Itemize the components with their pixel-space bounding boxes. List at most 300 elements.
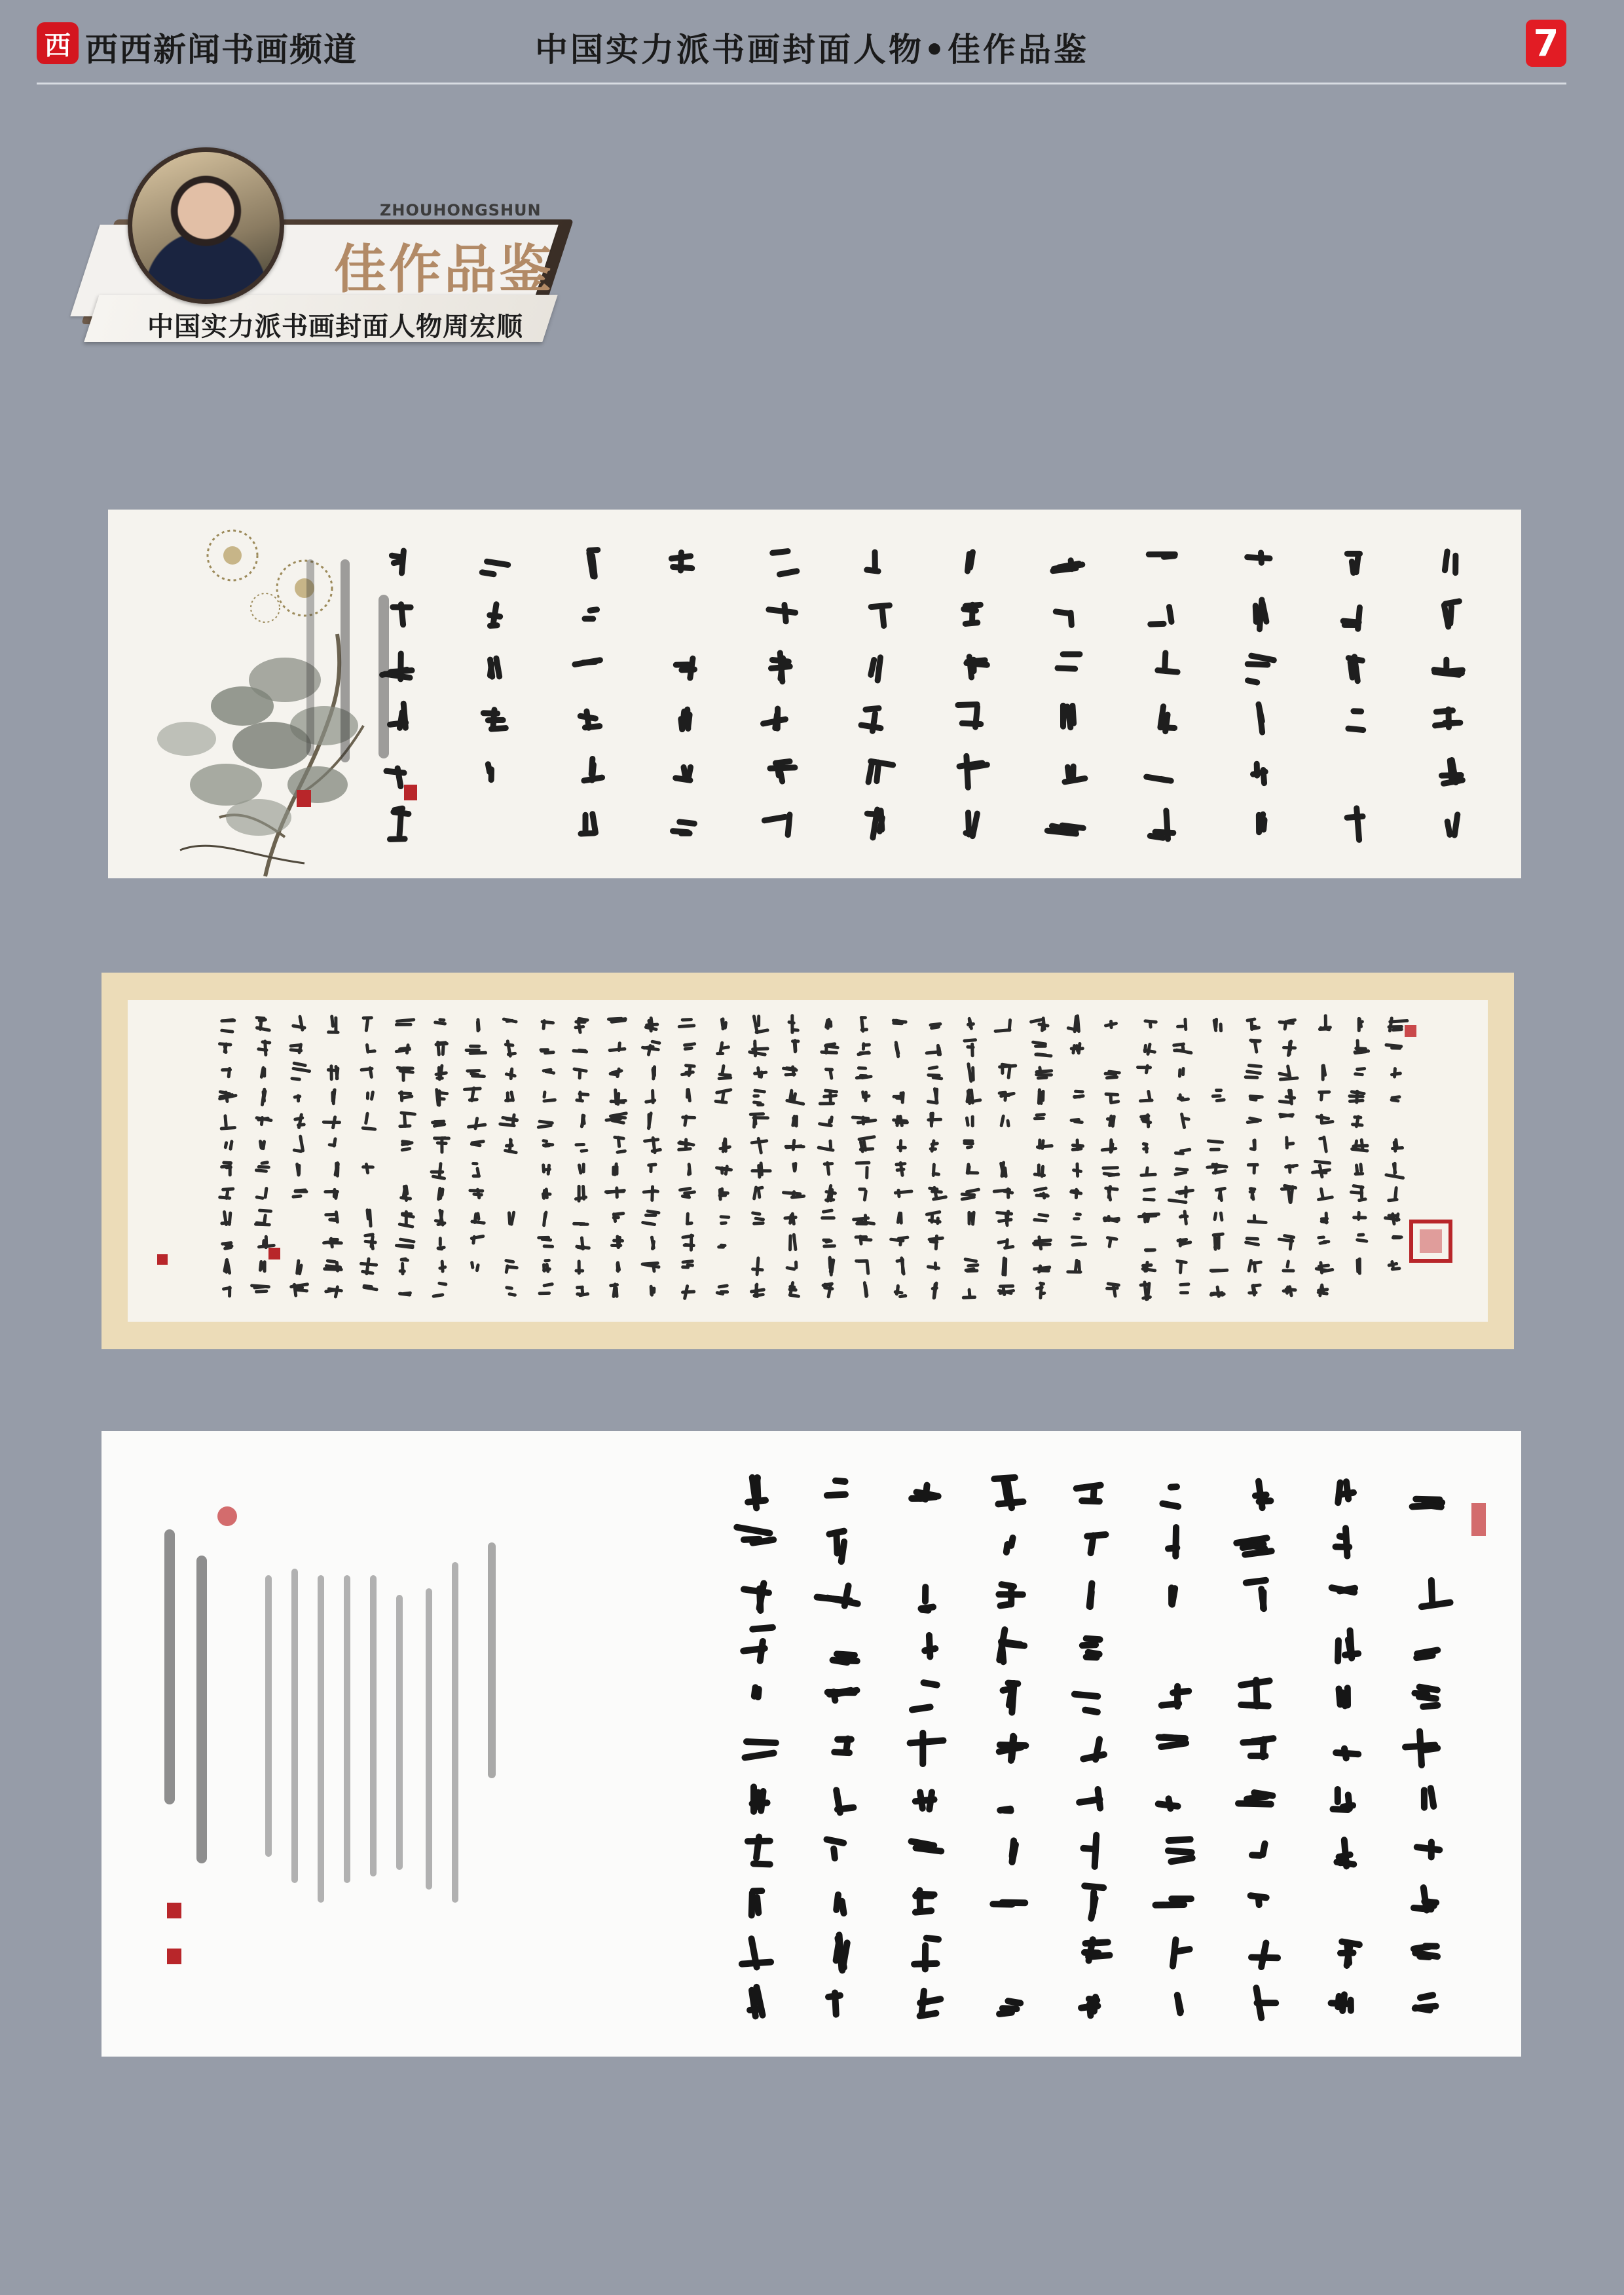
- ink-stroke: [934, 1235, 938, 1251]
- ink-stroke: [1070, 1047, 1084, 1050]
- ink-stroke: [1005, 1679, 1021, 1687]
- ink-stroke: [1244, 1241, 1261, 1246]
- ink-stroke: [684, 706, 691, 732]
- ink-stroke: [259, 1260, 263, 1272]
- ink-stroke: [1421, 1787, 1428, 1811]
- ink-stroke: [1344, 1685, 1351, 1708]
- seal-stamp-icon: [297, 790, 311, 807]
- ink-stroke: [681, 1290, 695, 1294]
- calligraphy-column: [960, 1017, 982, 1299]
- seal-stamp-icon: [167, 1903, 181, 1918]
- ink-stroke: [438, 1018, 445, 1022]
- ink-stroke: [965, 1187, 981, 1193]
- calligraphy-column: [748, 1015, 772, 1298]
- ink-stroke: [1447, 603, 1454, 626]
- ink-stroke: [963, 829, 976, 836]
- calligraphy-column: [989, 1474, 1029, 2018]
- ink-stroke: [293, 1094, 301, 1099]
- calligraphy-column: [1244, 1017, 1268, 1297]
- ink-stroke: [471, 1162, 479, 1166]
- ink-stroke: [748, 1050, 767, 1056]
- ink-stroke: [578, 1069, 581, 1079]
- ink-stroke: [1168, 1584, 1175, 1607]
- ink-stroke: [260, 1161, 269, 1165]
- ink-stroke: [586, 547, 600, 553]
- ink-stroke: [1039, 1284, 1043, 1299]
- ink-stroke: [823, 1836, 847, 1847]
- ink-stroke: [1323, 1240, 1331, 1243]
- ink-stroke: [720, 1221, 728, 1225]
- calligraphy-work-2[interactable]: [101, 973, 1514, 1349]
- ink-stroke: [401, 1262, 405, 1276]
- ink-stroke: [1173, 1170, 1187, 1176]
- ink-stroke: [263, 1260, 267, 1273]
- calligraphy-column: [572, 547, 606, 837]
- ink-stroke: [741, 1749, 778, 1761]
- ink-stroke: [790, 1014, 794, 1034]
- ink-stroke: [1213, 1211, 1217, 1221]
- ink-stroke: [1235, 1800, 1274, 1807]
- ink-stroke: [1082, 1939, 1111, 1947]
- ink-stroke: [686, 1212, 690, 1225]
- profile-banner: [79, 141, 576, 357]
- ink-stroke: [1054, 665, 1078, 671]
- ink-stroke: [1418, 1599, 1454, 1611]
- calligraphy-column: [640, 1017, 662, 1297]
- calligraphy-column: [1100, 1020, 1121, 1298]
- ink-stroke: [717, 1245, 725, 1248]
- ink-stroke: [401, 1212, 413, 1216]
- ink-stroke: [775, 705, 781, 731]
- channel-logo-icon[interactable]: 西: [37, 22, 79, 64]
- ink-stroke: [1247, 1064, 1263, 1068]
- ink-stroke: [575, 1098, 584, 1103]
- ink-stroke: [928, 1218, 942, 1223]
- ink-stroke: [718, 1072, 731, 1077]
- ink-stroke: [572, 657, 604, 668]
- ink-stroke: [1356, 1067, 1366, 1071]
- ink-stroke: [999, 1284, 1014, 1288]
- ink-stroke: [396, 1018, 416, 1023]
- ink-stroke: [293, 1189, 308, 1193]
- ink-stroke: [370, 1091, 375, 1101]
- ink-stroke: [678, 666, 697, 673]
- ink-stroke: [1075, 1212, 1082, 1216]
- calligraphy-column: [1066, 1014, 1087, 1273]
- calligraphy-column: [572, 1017, 591, 1297]
- ink-stroke: [578, 1185, 581, 1203]
- ink-stroke: [1248, 1954, 1281, 1961]
- ink-stroke: [833, 1529, 841, 1557]
- ink-stroke: [1070, 764, 1077, 781]
- ink-stroke: [1354, 805, 1363, 843]
- ink-stroke: [749, 1112, 765, 1116]
- ink-stroke: [366, 1091, 369, 1100]
- ink-stroke: [1109, 1020, 1113, 1030]
- ink-stroke: [1214, 1018, 1218, 1030]
- ink-stroke: [1211, 1232, 1225, 1237]
- ink-stroke: [1209, 1148, 1221, 1151]
- ink-stroke: [822, 1208, 834, 1214]
- ink-stroke: [756, 1585, 764, 1614]
- ink-stroke: [574, 1143, 585, 1147]
- ink-stroke: [1357, 1211, 1361, 1221]
- ink-stroke: [750, 1169, 771, 1172]
- ink-stroke: [578, 1259, 581, 1275]
- ink-stroke: [768, 663, 794, 672]
- ink-stroke: [865, 1166, 868, 1179]
- ink-stroke: [291, 1194, 303, 1199]
- calligraphy-work-1[interactable]: [108, 510, 1521, 878]
- calligraphy-column: [289, 1015, 311, 1297]
- ink-stroke: [505, 1286, 513, 1290]
- ink-stroke: [292, 1061, 307, 1067]
- ink-stroke: [1035, 1069, 1053, 1073]
- calligraphy-column: [604, 1017, 628, 1298]
- calligraphy-column: [889, 1018, 913, 1298]
- ink-stroke: [324, 1213, 338, 1216]
- ink-stroke: [1082, 1635, 1103, 1643]
- calligraphy-column: [430, 1018, 451, 1298]
- ink-stroke: [471, 1074, 486, 1078]
- ink-stroke: [927, 1065, 938, 1070]
- ink-stroke: [920, 1679, 941, 1689]
- calligraphy-column: [1044, 557, 1088, 837]
- ink-stroke: [930, 1139, 936, 1153]
- ink-stroke: [1168, 1199, 1188, 1204]
- ink-stroke: [265, 1235, 268, 1248]
- ink-stroke: [967, 1211, 970, 1225]
- ink-stroke: [831, 1749, 853, 1756]
- ink-stroke: [1350, 708, 1364, 715]
- ink-stroke: [681, 1018, 693, 1022]
- ink-stroke: [1145, 1064, 1150, 1074]
- ink-stroke: [971, 1115, 974, 1128]
- ink-stroke: [967, 1263, 980, 1268]
- calligraphy-column: [1278, 1018, 1299, 1297]
- ink-stroke: [963, 1038, 977, 1043]
- ink-stroke: [1071, 1147, 1082, 1151]
- ink-stroke: [963, 1258, 978, 1263]
- calligraphy-column: [1402, 1496, 1454, 2014]
- ink-stroke: [1006, 1119, 1010, 1127]
- ink-stroke: [1335, 1479, 1344, 1506]
- ink-stroke: [970, 1043, 974, 1058]
- ink-stroke: [862, 705, 882, 713]
- ink-stroke: [966, 1145, 974, 1149]
- ink-stroke: [298, 1015, 304, 1032]
- seal-stamp-icon: [268, 1248, 280, 1259]
- calligraphy-column: [993, 1018, 1018, 1296]
- ink-stroke: [1033, 1186, 1048, 1192]
- ink-stroke: [255, 1290, 268, 1294]
- ink-stroke: [220, 1126, 237, 1130]
- ink-stroke: [745, 1838, 773, 1845]
- ink-stroke: [485, 717, 506, 723]
- ink-stroke: [752, 1116, 769, 1119]
- ink-stroke: [612, 1166, 615, 1176]
- ink-stroke: [1104, 1092, 1119, 1096]
- ink-stroke: [851, 1115, 870, 1120]
- ink-stroke: [926, 1632, 934, 1660]
- ink-stroke: [892, 1118, 908, 1123]
- ink-stroke: [504, 1043, 515, 1047]
- ink-stroke: [1412, 1496, 1443, 1503]
- ink-stroke: [872, 549, 877, 572]
- ink-stroke: [400, 1147, 411, 1152]
- ink-stroke: [1070, 1189, 1079, 1193]
- ink-stroke: [1355, 1090, 1359, 1104]
- ink-stroke: [255, 1195, 265, 1200]
- ink-stroke: [1416, 1953, 1433, 1961]
- ink-stroke: [821, 1216, 836, 1220]
- ink-stroke: [583, 812, 589, 836]
- ink-stroke: [1387, 1214, 1399, 1218]
- ink-stroke: [489, 766, 495, 783]
- ink-stroke: [998, 1580, 1018, 1590]
- ink-stroke: [1242, 1577, 1269, 1586]
- ink-stroke: [963, 1142, 974, 1146]
- ink-stroke: [999, 2005, 1020, 2012]
- work-1-artwork: [108, 510, 1521, 878]
- ink-stroke: [1244, 677, 1261, 686]
- ink-stroke: [784, 1145, 805, 1148]
- ink-stroke: [894, 1189, 913, 1195]
- calligraphy-column: [1136, 1019, 1160, 1301]
- ink-stroke: [828, 1139, 832, 1149]
- ink-stroke: [1322, 1135, 1328, 1153]
- ink-stroke: [1219, 1022, 1223, 1032]
- channel-brand[interactable]: 西西新闻书画频道: [85, 30, 358, 69]
- ink-stroke: [502, 1017, 518, 1024]
- ink-stroke: [644, 1214, 657, 1217]
- ink-stroke: [1143, 1187, 1156, 1192]
- ink-stroke: [1071, 1690, 1101, 1700]
- ink-stroke: [678, 830, 693, 836]
- ink-stroke: [829, 1115, 834, 1124]
- ink-stroke: [261, 1040, 271, 1045]
- ink-stroke: [911, 1960, 940, 1968]
- ink-stroke: [1329, 1806, 1351, 1813]
- ink-stroke: [784, 1072, 796, 1076]
- ink-stroke: [574, 1025, 585, 1030]
- ink-stroke: [322, 1121, 341, 1125]
- ink-stroke: [364, 1111, 369, 1125]
- ink-stroke: [999, 1114, 1005, 1127]
- seal-stamp-icon: [1405, 1025, 1416, 1037]
- ink-stroke: [1090, 1889, 1098, 1916]
- ink-stroke: [1443, 657, 1449, 676]
- ink-stroke: [1109, 1138, 1113, 1154]
- ink-stroke: [1168, 1895, 1194, 1902]
- ink-stroke: [745, 1497, 769, 1506]
- ink-stroke: [329, 1064, 333, 1081]
- ink-stroke: [1335, 1637, 1342, 1665]
- ink-stroke: [1254, 761, 1261, 779]
- ink-stroke: [441, 1045, 445, 1056]
- ink-stroke: [676, 819, 698, 827]
- ink-stroke: [1345, 725, 1367, 733]
- calligraphy-column: [1311, 1014, 1335, 1297]
- ink-stroke: [1183, 1018, 1187, 1032]
- ink-stroke: [857, 1066, 867, 1070]
- calligraphy-column: [1029, 1017, 1054, 1299]
- ink-stroke: [833, 1657, 860, 1664]
- ink-stroke: [1142, 1197, 1155, 1201]
- ink-stroke: [255, 1026, 272, 1032]
- ink-stroke: [751, 1267, 764, 1271]
- ink-stroke: [479, 569, 497, 578]
- ink-stroke: [681, 1115, 696, 1119]
- ink-stroke: [504, 1264, 509, 1274]
- ink-stroke: [965, 1116, 970, 1127]
- ink-stroke: [395, 1023, 413, 1026]
- ink-stroke: [1255, 701, 1266, 724]
- ink-stroke: [463, 1087, 482, 1091]
- ink-stroke: [1247, 1753, 1269, 1759]
- calligraphy-column: [498, 1017, 519, 1297]
- ink-stroke: [470, 1261, 475, 1269]
- ink-stroke: [1238, 1702, 1272, 1709]
- calligraphy-work-3[interactable]: [101, 1431, 1521, 2057]
- ink-stroke: [1091, 1832, 1099, 1871]
- work-2-artwork: [101, 973, 1514, 1349]
- seal-stamp-icon: [1471, 1503, 1486, 1536]
- ink-stroke: [401, 1070, 405, 1082]
- ink-stroke: [647, 1113, 650, 1129]
- ink-stroke: [582, 1163, 585, 1173]
- calligraphy-column: [218, 1018, 238, 1297]
- ink-stroke: [1253, 2000, 1279, 2006]
- ink-stroke: [1416, 1991, 1437, 2002]
- ink-stroke: [865, 1259, 870, 1275]
- ink-stroke: [542, 1143, 555, 1147]
- ink-stroke: [900, 1256, 906, 1276]
- ink-stroke: [1335, 1685, 1344, 1708]
- ink-stroke: [1002, 1094, 1010, 1097]
- seal-stamp-icon: [167, 1949, 181, 1964]
- ink-stroke: [1071, 1235, 1082, 1239]
- ink-stroke: [922, 1584, 929, 1605]
- ink-stroke: [1081, 1882, 1107, 1892]
- ink-stroke: [542, 1091, 546, 1099]
- ink-stroke: [908, 1704, 934, 1714]
- ink-stroke: [1079, 1497, 1103, 1504]
- ink-stroke: [1215, 1098, 1226, 1102]
- ink-stroke: [860, 1016, 867, 1019]
- ink-stroke: [1100, 1147, 1117, 1152]
- ink-stroke: [263, 1187, 268, 1199]
- ink-stroke: [748, 1799, 771, 1807]
- ink-stroke: [1174, 1683, 1181, 1710]
- ink-stroke: [361, 1127, 377, 1131]
- ink-stroke: [1335, 1786, 1341, 1805]
- ink-stroke: [896, 1146, 907, 1149]
- ink-stroke: [649, 1164, 652, 1173]
- ink-stroke: [399, 1196, 412, 1201]
- ink-stroke: [1247, 1163, 1259, 1166]
- ink-stroke: [1179, 1291, 1189, 1294]
- ink-stroke: [476, 1020, 480, 1033]
- ink-stroke: [222, 1161, 232, 1165]
- seal-stamp-icon: [404, 785, 417, 800]
- ink-stroke: [1245, 661, 1271, 668]
- ink-stroke: [507, 1292, 517, 1297]
- ink-stroke: [1007, 1534, 1016, 1550]
- ink-stroke: [1147, 621, 1167, 627]
- ink-stroke: [1073, 1217, 1080, 1220]
- ink-stroke: [678, 1024, 696, 1028]
- ink-stroke: [822, 1244, 836, 1248]
- ink-stroke: [229, 1140, 234, 1151]
- ink-stroke: [1211, 1169, 1227, 1175]
- ink-stroke: [297, 1123, 306, 1127]
- calligraphy-column: [1233, 1478, 1282, 2022]
- ink-stroke: [506, 1091, 510, 1102]
- ink-stroke: [1042, 1191, 1046, 1200]
- ink-stroke: [578, 1163, 583, 1175]
- ink-stroke: [832, 1786, 843, 1816]
- ink-stroke: [405, 1043, 410, 1054]
- calligraphy-column: [463, 1018, 487, 1272]
- work-1-text-columns: [378, 547, 1466, 843]
- ink-stroke: [1390, 1046, 1401, 1049]
- ink-stroke: [721, 1017, 724, 1030]
- ink-stroke: [430, 1170, 445, 1174]
- ink-stroke: [220, 1029, 234, 1034]
- ink-stroke: [401, 1066, 415, 1070]
- page-title: 中国实力派书画封面人物•佳作品鉴: [535, 30, 1089, 69]
- ink-stroke: [470, 1235, 485, 1241]
- ink-stroke: [757, 1015, 760, 1027]
- ink-stroke: [1165, 1847, 1195, 1856]
- ink-stroke: [955, 701, 980, 708]
- calligraphy-column: [714, 1017, 733, 1296]
- ink-stroke: [1074, 1090, 1084, 1094]
- ink-stroke: [1444, 818, 1453, 838]
- ink-stroke: [1180, 1112, 1187, 1129]
- ink-stroke: [1342, 1525, 1351, 1559]
- ink-stroke: [995, 1211, 1013, 1216]
- ink-stroke: [1215, 1089, 1223, 1092]
- ink-stroke: [1244, 1075, 1259, 1079]
- ink-stroke: [1168, 1854, 1196, 1865]
- ink-stroke: [258, 1208, 272, 1212]
- ink-stroke: [361, 1165, 375, 1168]
- ink-stroke: [475, 1263, 480, 1273]
- ink-stroke: [743, 1738, 779, 1746]
- ink-stroke: [399, 1111, 416, 1116]
- ink-stroke: [257, 1165, 270, 1169]
- ink-stroke: [574, 1195, 588, 1201]
- chrysanthemum-painting-icon: [157, 531, 363, 876]
- calligraphy-column: [537, 1019, 557, 1295]
- ink-stroke: [394, 765, 404, 790]
- ink-stroke: [1324, 1014, 1327, 1030]
- ink-stroke: [472, 1193, 483, 1197]
- ink-stroke: [297, 1113, 304, 1129]
- ink-stroke: [643, 1138, 660, 1143]
- ink-stroke: [1073, 1120, 1084, 1124]
- ink-stroke: [401, 1258, 409, 1262]
- ink-stroke: [537, 1124, 553, 1129]
- ink-stroke: [437, 1281, 448, 1286]
- ink-stroke: [1181, 1067, 1185, 1076]
- ink-stroke: [1033, 1117, 1045, 1121]
- ink-stroke: [507, 1211, 512, 1225]
- ink-stroke: [326, 1259, 337, 1263]
- ink-stroke: [755, 1256, 760, 1276]
